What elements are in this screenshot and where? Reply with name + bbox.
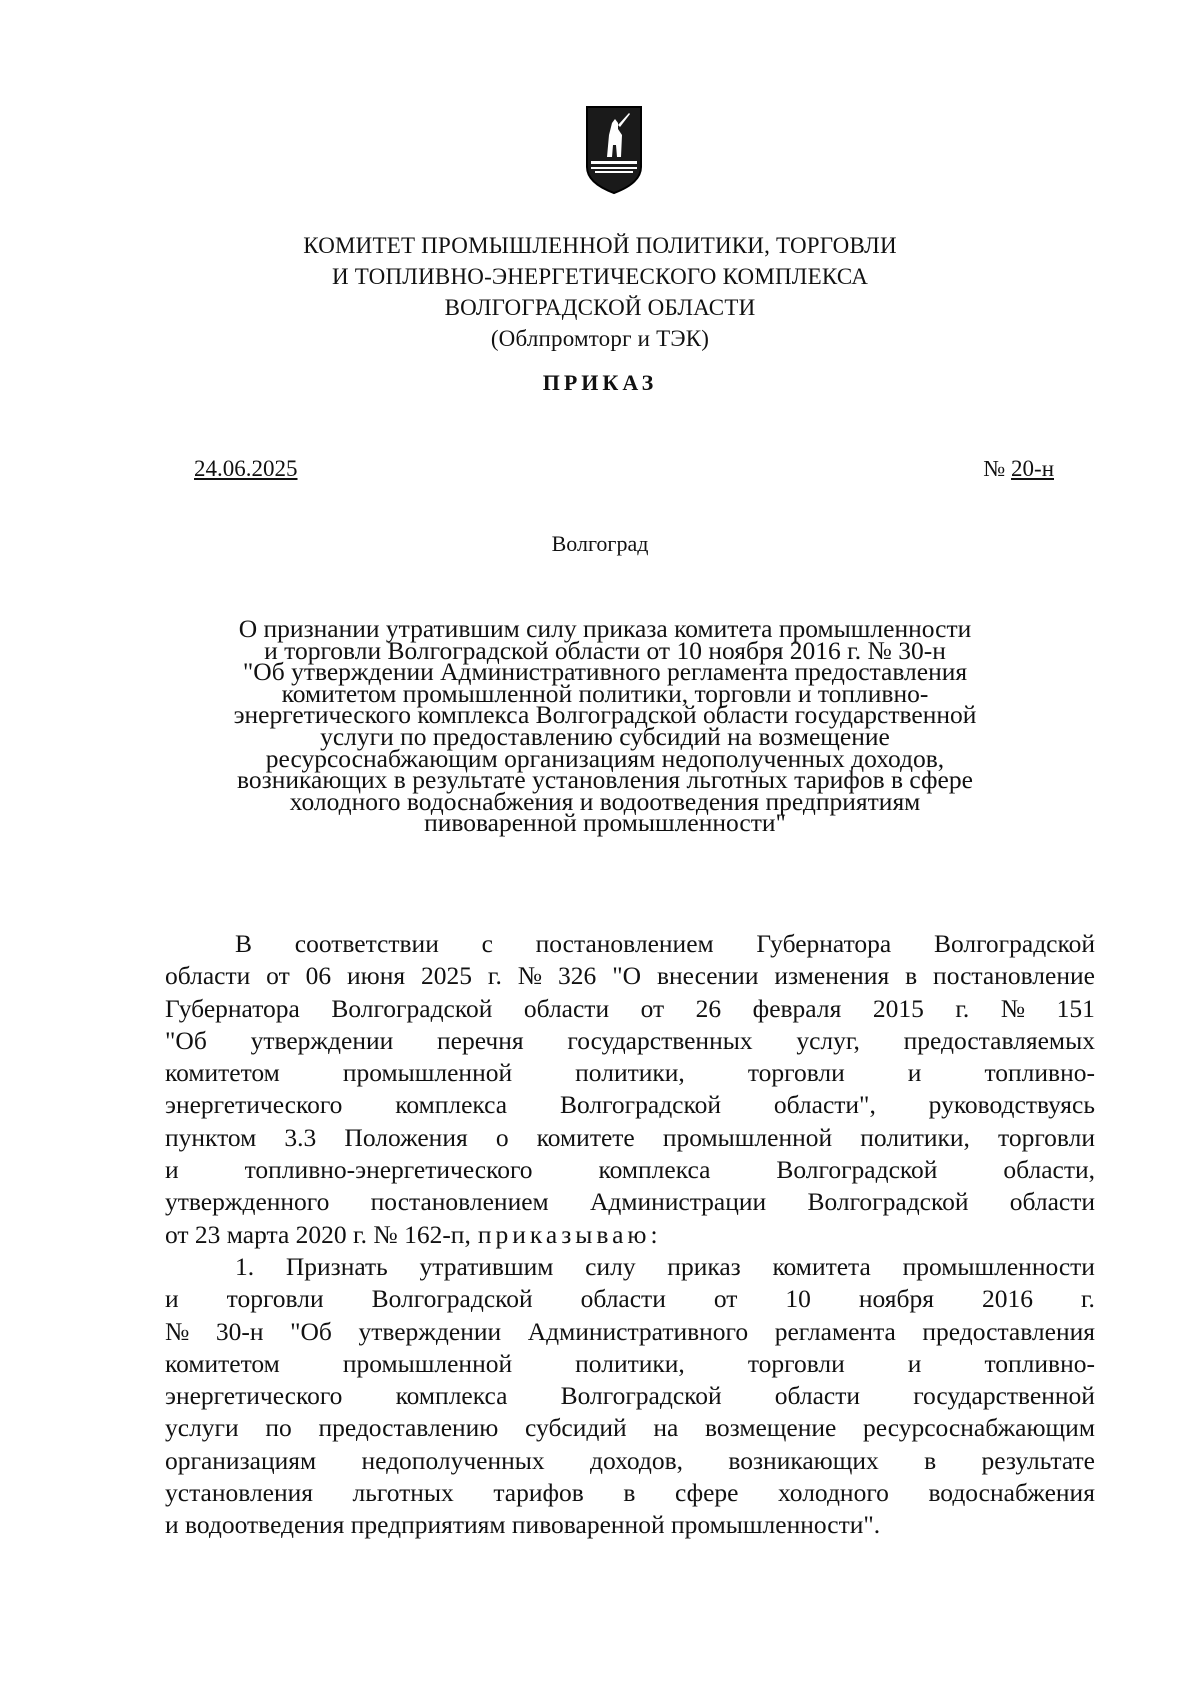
text-line [165, 1057, 1095, 1089]
word: комитетом [165, 1348, 280, 1378]
word: промышленной [662, 1122, 833, 1152]
text-line [165, 1412, 1095, 1444]
word: г. [487, 961, 502, 991]
word: перечня [437, 1025, 524, 1055]
title-line: энергетического комплекса Волгоградской области государственной [233, 700, 977, 730]
text-line [165, 1186, 1095, 1218]
word: Волгоградской [331, 993, 493, 1023]
word: приказ [667, 1251, 741, 1281]
preamble-last-line [165, 1219, 1095, 1251]
word: ресурсоснабжающим [863, 1413, 1095, 1443]
word: области [1009, 1187, 1095, 1217]
text-line [165, 1122, 1095, 1154]
item-1-last-line [165, 1509, 1095, 1541]
word: В [235, 929, 253, 958]
word: 2015 [872, 993, 924, 1023]
word: политики, [575, 1058, 685, 1088]
word: 2025 [421, 961, 473, 991]
preamble-paragraph [165, 928, 1095, 1219]
word: торговли [998, 1122, 1095, 1152]
word: Волгоградской [560, 1381, 722, 1411]
text-line [165, 1251, 1095, 1283]
word: субсидий [525, 1413, 627, 1443]
word: Губернатора [165, 993, 300, 1023]
word: установления [165, 1478, 314, 1508]
document-city: Волгоград [551, 531, 649, 556]
text-line [165, 960, 1095, 992]
order-word: приказываю: [477, 1219, 662, 1249]
word: № [517, 961, 543, 991]
word: Волгоградской [807, 1187, 969, 1217]
word: 326 [558, 961, 597, 991]
word: постановлением [535, 929, 714, 958]
word: и [907, 1058, 922, 1088]
text-line [165, 993, 1095, 1025]
word: льготных [352, 1478, 454, 1508]
title-line: холодного водоснабжения и водоотведения предприятиям [289, 786, 921, 816]
word: 06 [305, 961, 332, 991]
text-line [165, 1316, 1095, 1348]
word: в [924, 1445, 937, 1475]
header-line: ВОЛГОГРАДСКОЙ ОБЛАСТИ [444, 295, 756, 320]
text-line [165, 1154, 1095, 1186]
word: доходов, [590, 1445, 684, 1475]
word: февраля [752, 993, 842, 1023]
word: области", [773, 1090, 876, 1120]
title-line: возникающих в результате установления льготных тарифов в сфере [237, 765, 973, 795]
word: комитета [772, 1251, 871, 1281]
word: топливно-энергетического [244, 1155, 533, 1185]
word: 10 [785, 1284, 811, 1314]
word: Волгоградской [371, 1284, 533, 1314]
item-1-paragraph [165, 1251, 1095, 1509]
word: области [523, 993, 610, 1023]
word: сфере [674, 1478, 739, 1508]
word: Административного [527, 1316, 749, 1346]
header-line: И ТОПЛИВНО-ЭНЕРГЕТИЧЕСКОГО КОМПЛЕКСА [331, 264, 869, 289]
word: результате [981, 1445, 1095, 1475]
word: в [905, 961, 918, 991]
word: топливно- [984, 1058, 1095, 1088]
word: от [266, 961, 290, 991]
title-line: услуги по предоставлению субсидий на возмещение [320, 721, 890, 751]
word: энергетического [165, 1090, 343, 1120]
word: утвержденного [165, 1187, 330, 1217]
word: недополученных [361, 1445, 545, 1475]
word: Волгоградской [776, 1155, 938, 1185]
text-line [165, 1477, 1095, 1509]
word: услуг, [796, 1025, 860, 1055]
word: предоставляемых [903, 1025, 1095, 1055]
word: промышленной [342, 1348, 513, 1378]
word: постановлением [370, 1187, 549, 1217]
title-line: "Об утверждении Административного регламента предоставления [242, 657, 968, 687]
title-line: О признании утратившим силу приказа комитета промышленности [238, 614, 972, 643]
word: возмещение [705, 1413, 837, 1443]
word: комплекса [395, 1381, 508, 1411]
word: Администрации [589, 1187, 767, 1217]
word: от [640, 993, 665, 1023]
document-date: 24.06.2025 [194, 456, 298, 481]
number-value: 20-н [1011, 456, 1054, 481]
word: 3.3 [284, 1122, 317, 1152]
word: и [165, 1284, 179, 1314]
word: государственных [567, 1025, 753, 1055]
word: утратившим [419, 1251, 554, 1281]
word: государственной [913, 1381, 1095, 1411]
word: предоставлению [318, 1413, 499, 1443]
word: Губернатора [756, 929, 892, 958]
word: области, [1003, 1155, 1095, 1185]
word: изменения [774, 961, 890, 991]
word: силу [585, 1251, 636, 1281]
title-line: ресурсоснабжающим организациям недополученных доходов, [265, 743, 945, 773]
word: промышленности [902, 1251, 1095, 1281]
word: услуги [165, 1413, 239, 1443]
title-line: пивоваренной промышленности" [424, 808, 786, 838]
word: и [907, 1348, 922, 1378]
word: с [481, 929, 493, 958]
word: Волгоградской [933, 929, 1095, 958]
word: пунктом [165, 1122, 257, 1152]
word: и [165, 1155, 179, 1185]
word: комплекса [598, 1155, 711, 1185]
item-1-last-text: и водоотведения предприятиям пивоваренной промышленности". [165, 1510, 881, 1540]
number-prefix: № [983, 456, 1006, 481]
word: комитете [536, 1122, 635, 1152]
word: 2016 [981, 1284, 1033, 1314]
word: энергетического [165, 1381, 343, 1411]
word: г. [955, 993, 970, 1023]
text-line [165, 1445, 1095, 1477]
word: области [580, 1284, 666, 1314]
word: от [713, 1284, 738, 1314]
word: организациям [165, 1445, 317, 1475]
word: внесении [656, 961, 759, 991]
document-type: ПРИКАЗ [542, 370, 658, 395]
word: политики, [575, 1348, 685, 1378]
document-number [983, 456, 1054, 482]
word: соответствии [294, 929, 439, 958]
word: Признать [285, 1251, 388, 1281]
word: торговли [747, 1058, 845, 1088]
word: холодного [778, 1478, 889, 1508]
word: № [1000, 993, 1026, 1023]
word: Положения [344, 1122, 468, 1152]
header-line: (Облпромторг и ТЭК) [490, 326, 710, 351]
word: постановление [933, 961, 1095, 991]
word: руководствуясь [928, 1090, 1095, 1120]
word: топливно- [984, 1348, 1095, 1378]
word: торговли [226, 1284, 324, 1314]
word: 26 [695, 993, 722, 1023]
word: июня [347, 961, 406, 991]
text-line [165, 1348, 1095, 1380]
word: промышленной [342, 1058, 513, 1088]
word: политики, [860, 1122, 970, 1152]
document-title [180, 614, 1030, 838]
text-line [165, 928, 1095, 960]
text-line [165, 1089, 1095, 1121]
word: возникающих [728, 1445, 879, 1475]
word: Волгоградской [559, 1090, 721, 1120]
word: о [495, 1122, 509, 1152]
word: области [774, 1381, 861, 1411]
header-line: КОМИТЕТ ПРОМЫШЛЕННОЙ ПОЛИТИКИ, ТОРГОВЛИ [303, 233, 897, 258]
text-line [165, 1283, 1095, 1315]
word: предоставления [922, 1316, 1095, 1346]
preamble-last-text: от 23 марта 2020 г. № 162-п, [165, 1219, 471, 1249]
committee-header [200, 230, 1000, 354]
word: в [623, 1478, 636, 1508]
text-line [165, 1025, 1095, 1057]
document-body [165, 928, 1095, 1542]
word: комитетом [165, 1058, 280, 1088]
word: "Об [165, 1025, 207, 1055]
word: 151 [1056, 993, 1095, 1023]
word: "О [612, 961, 642, 991]
volgograd-coat-of-arms-icon [585, 105, 643, 195]
word: утверждении [250, 1025, 394, 1055]
word: тарифов [493, 1478, 584, 1508]
word: 30-н [215, 1316, 264, 1346]
word: г. [1080, 1284, 1095, 1314]
word: ноября [858, 1284, 934, 1314]
word: регламента [774, 1316, 896, 1346]
word: на [653, 1413, 679, 1443]
word: торговли [747, 1348, 845, 1378]
word: по [265, 1413, 292, 1443]
word: 1. [235, 1251, 255, 1281]
title-line: комитетом промышленной политики, торговли и топливно- [281, 678, 929, 708]
word: утверждении [358, 1316, 502, 1346]
text-line [165, 1380, 1095, 1412]
word: комплекса [395, 1090, 508, 1120]
word: "Об [290, 1316, 332, 1346]
title-line: и торговли Волгоградской области от 10 ноября 2016 г. № 30-н [264, 635, 946, 665]
word: водоснабжения [928, 1478, 1095, 1508]
word: области [165, 961, 251, 991]
word: № [165, 1316, 190, 1346]
